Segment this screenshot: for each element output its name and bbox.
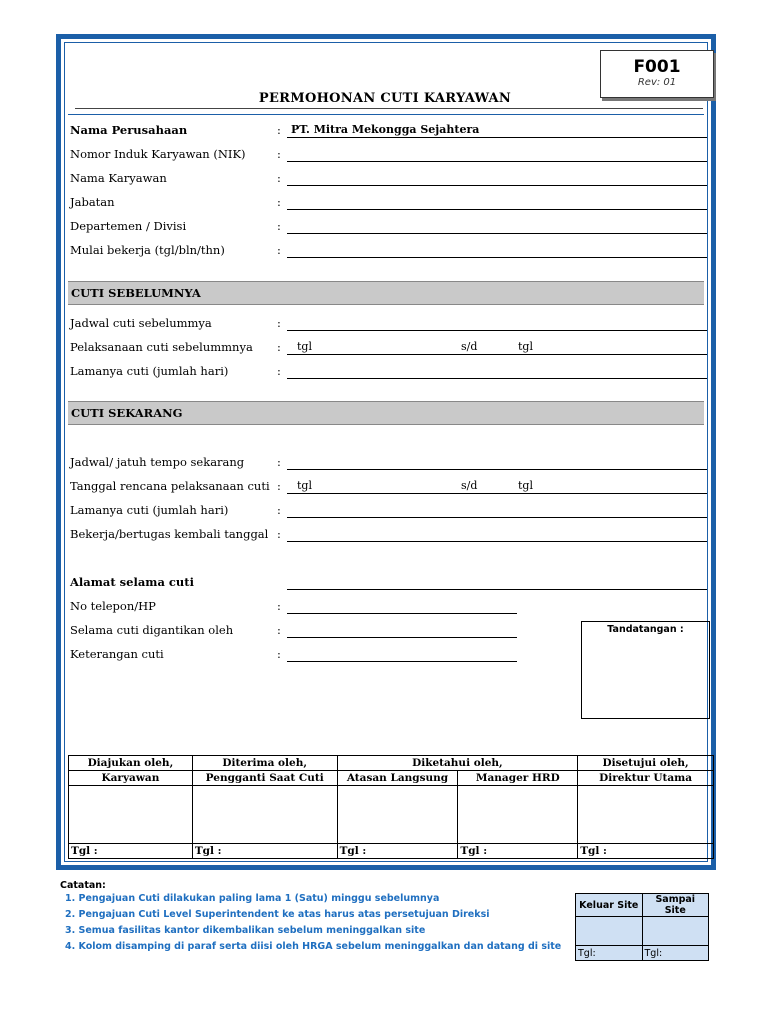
arrive-site-cell[interactable]	[642, 917, 709, 946]
colon: :	[277, 243, 281, 257]
leave-site-header: Keluar Site	[576, 894, 643, 917]
form-code: F001	[633, 57, 681, 77]
replacement-label: Selama cuti digantikan oleh	[70, 623, 234, 637]
cur-duration-field[interactable]	[287, 517, 707, 518]
section-previous-leave-title: CUTI SEBELUMNYA	[71, 286, 201, 300]
signature-cell-replacement[interactable]	[192, 786, 337, 844]
colon: :	[277, 219, 281, 233]
department-label: Departemen / Divisi	[70, 219, 187, 233]
received-by-header: Diterima oleh,	[192, 756, 337, 771]
leave-site-date[interactable]: Tgl:	[576, 946, 643, 961]
company-line	[287, 137, 707, 138]
colon: :	[277, 123, 281, 137]
signature-cell-employee[interactable]	[69, 786, 193, 844]
colon: :	[277, 527, 281, 541]
note-item: 3. Semua fasilitas kantor dikembalikan sebelum meninggalkan site	[65, 925, 426, 936]
cur-duration-label: Lamanya cuti (jumlah hari)	[70, 503, 229, 517]
leave-notes-field[interactable]	[287, 661, 517, 662]
form-revision: Rev: 01	[637, 77, 677, 88]
replacement-field[interactable]	[287, 637, 517, 638]
address-field[interactable]	[287, 589, 707, 590]
date-cell-hrd[interactable]: Tgl :	[458, 844, 578, 859]
date-cell-supervisor[interactable]: Tgl :	[337, 844, 458, 859]
section-current-leave-title: CUTI SEKARANG	[71, 406, 183, 420]
start-date-field[interactable]	[287, 257, 707, 258]
department-field[interactable]	[287, 233, 707, 234]
cur-sd: s/d	[461, 479, 478, 492]
section-current-leave	[68, 401, 704, 425]
return-field[interactable]	[287, 541, 707, 542]
prev-sd: s/d	[461, 340, 478, 353]
role-director: Direktur Utama	[578, 771, 714, 786]
nik-field[interactable]	[287, 161, 707, 162]
role-employee: Karyawan	[69, 771, 193, 786]
form-frame	[56, 34, 716, 870]
start-date-label: Mulai bekerja (tgl/bln/thn)	[70, 243, 225, 257]
prev-exec-field[interactable]	[287, 354, 707, 355]
company-value: PT. Mitra Mekongga Sejahtera	[291, 123, 480, 136]
arrive-site-date[interactable]: Tgl:	[642, 946, 709, 961]
site-table	[575, 893, 709, 961]
note-item: 2. Pengajuan Cuti Level Superintendent ke atas harus atas persetujuan Direksi	[65, 909, 490, 920]
return-label: Bekerja/bertugas kembali tanggal	[70, 527, 269, 541]
signature-box[interactable]	[581, 621, 710, 719]
role-replacement: Pengganti Saat Cuti	[192, 771, 337, 786]
prev-tgl-from: tgl	[297, 340, 312, 353]
prev-tgl-to: tgl	[518, 340, 533, 353]
colon: :	[277, 503, 281, 517]
colon: :	[277, 455, 281, 469]
name-label: Nama Karyawan	[70, 171, 167, 185]
header-divider	[68, 114, 704, 115]
position-field[interactable]	[287, 209, 707, 210]
colon: :	[277, 364, 281, 378]
cur-tgl-to: tgl	[518, 479, 533, 492]
prev-schedule-label: Jadwal cuti sebelummya	[70, 316, 212, 330]
section-previous-leave	[68, 281, 704, 305]
role-direct-supervisor: Atasan Langsung	[337, 771, 458, 786]
colon: :	[277, 647, 281, 661]
notes-section	[60, 880, 561, 955]
colon: :	[277, 340, 281, 354]
prev-duration-label: Lamanya cuti (jumlah hari)	[70, 364, 229, 378]
form-inner-border	[64, 42, 708, 862]
cur-schedule-label: Jadwal/ jatuh tempo sekarang	[70, 455, 245, 469]
prev-exec-label: Pelaksanaan cuti sebelummnya	[70, 340, 253, 354]
position-label: Jabatan	[70, 195, 115, 209]
leave-site-cell[interactable]	[576, 917, 643, 946]
prev-duration-field[interactable]	[287, 378, 707, 379]
form-title: PERMOHONAN CUTI KARYAWAN	[258, 91, 512, 106]
phone-field[interactable]	[287, 613, 517, 614]
date-cell-director[interactable]: Tgl :	[578, 844, 714, 859]
signature-cell-supervisor[interactable]	[337, 786, 458, 844]
role-hrd-manager: Manager HRD	[458, 771, 578, 786]
nik-label: Nomor Induk Karyawan (NIK)	[70, 147, 246, 161]
cur-tgl-from: tgl	[297, 479, 312, 492]
cur-plan-label: Tanggal rencana pelaksanaan cuti	[70, 479, 270, 493]
colon: :	[277, 195, 281, 209]
colon: :	[277, 479, 281, 493]
signature-cell-director[interactable]	[578, 786, 714, 844]
date-cell-replacement[interactable]: Tgl :	[192, 844, 337, 859]
phone-label: No telepon/HP	[70, 599, 156, 613]
signature-label: Tandatangan :	[607, 624, 684, 635]
note-item: 1. Pengajuan Cuti dilakukan paling lama 1 (Satu) minggu sebelumnya	[65, 893, 440, 904]
note-item: 4. Kolom disamping di paraf serta diisi oleh HRGA sebelum meninggalkan dan datang di site	[65, 941, 562, 952]
submitted-by-header: Diajukan oleh,	[69, 756, 193, 771]
cur-schedule-field[interactable]	[287, 469, 707, 470]
address-heading: Alamat selama cuti	[70, 575, 194, 589]
acknowledged-by-header: Diketahui oleh,	[337, 756, 578, 771]
colon: :	[277, 147, 281, 161]
cur-plan-field[interactable]	[287, 493, 707, 494]
approval-table	[68, 755, 714, 859]
title-underline	[75, 108, 703, 109]
leave-notes-label: Keterangan cuti	[70, 647, 164, 661]
colon: :	[277, 171, 281, 185]
colon: :	[277, 599, 281, 613]
approved-by-header: Disetujui oleh,	[578, 756, 714, 771]
company-label: Nama Perusahaan	[70, 123, 188, 137]
signature-cell-hrd[interactable]	[458, 786, 578, 844]
prev-schedule-field[interactable]	[287, 330, 707, 331]
colon: :	[277, 623, 281, 637]
colon: :	[277, 316, 281, 330]
name-field[interactable]	[287, 185, 707, 186]
date-cell-employee[interactable]: Tgl :	[69, 844, 193, 859]
notes-title: Catatan:	[60, 880, 106, 891]
arrive-site-header: Sampai Site	[642, 894, 709, 917]
